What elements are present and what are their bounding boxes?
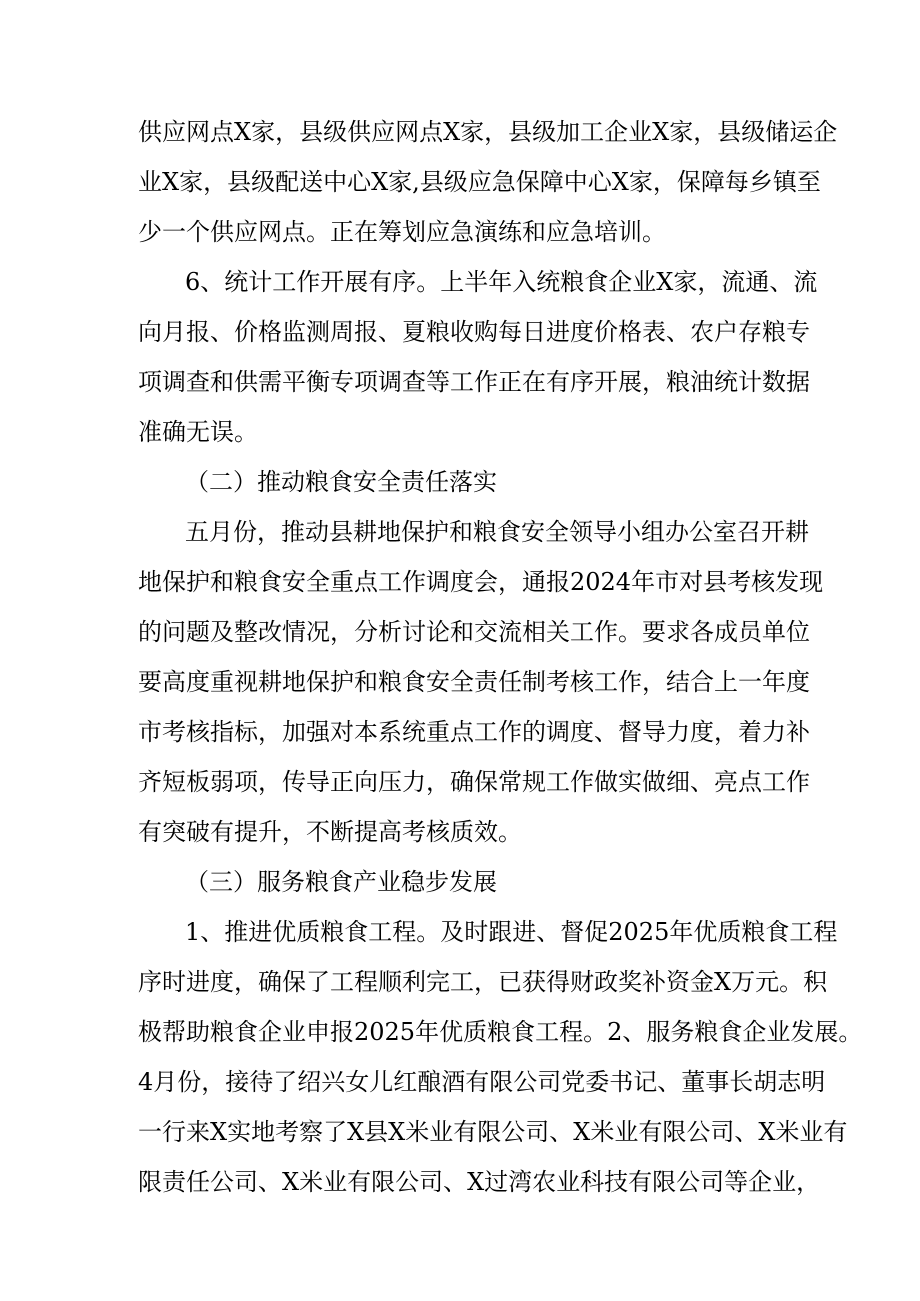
text-line: 一行来X实地考察了X县X米业有限公司、X米业有限公司、X米业有 (138, 1118, 848, 1146)
text-line: 有突破有提升，不断提高考核质效。 (138, 818, 522, 846)
text-line: 序时进度，确保了工程顺利完工，已获得财政奖补资金X万元。积 (138, 968, 828, 996)
text-line: 地保护和粮食安全重点工作调度会，通报2024年市对县考核发现 (138, 568, 824, 596)
text-line: 齐短板弱项，传导正向压力，确保常规工作做实做细、亮点工作 (138, 768, 810, 796)
paragraph-start-line: 1、推进优质粮食工程。及时跟进、督促2025年优质粮食工程 (185, 918, 838, 946)
text-line: 准确无误。 (138, 418, 258, 446)
text-line: 供应网点X家，县级供应网点X家，县级加工企业X家，县级储运企 (138, 118, 838, 146)
paragraph-start-line: 五月份，推动县耕地保护和粮食安全领导小组办公室召开耕 (185, 518, 809, 546)
text-line: 项调查和供需平衡专项调查等工作正在有序开展，粮油统计数据 (138, 368, 810, 396)
section-heading: （二）推动粮食安全责任落实 (185, 468, 497, 496)
text-line: 4月份，接待了绍兴女儿红酿酒有限公司党委书记、董事长胡志明 (138, 1068, 826, 1096)
text-line: 向月报、价格监测周报、夏粮收购每日进度价格表、农户存粮专 (138, 318, 810, 346)
text-line: 的问题及整改情况，分析讨论和交流相关工作。要求各成员单位 (138, 618, 810, 646)
section-heading: （三）服务粮食产业稳步发展 (185, 868, 497, 896)
text-line: 极帮助粮食企业申报2025年优质粮食工程。2、服务粮食企业发展。 (138, 1018, 863, 1046)
text-line: 少一个供应网点。正在筹划应急演练和应急培训。 (138, 218, 666, 246)
text-line: 要高度重视耕地保护和粮食安全责任制考核工作，结合上一年度 (138, 668, 810, 696)
paragraph-start-line: 6、统计工作开展有序。上半年入统粮食企业X家，流通、流 (185, 268, 818, 296)
text-line: 市考核指标，加强对本系统重点工作的调度、督导力度，着力补 (138, 718, 810, 746)
text-line: 业X家，县级配送中心X家,县级应急保障中心X家，保障每乡镇至 (138, 168, 821, 196)
text-line: 限责任公司、X米业有限公司、X过湾农业科技有限公司等企业， (138, 1168, 821, 1196)
